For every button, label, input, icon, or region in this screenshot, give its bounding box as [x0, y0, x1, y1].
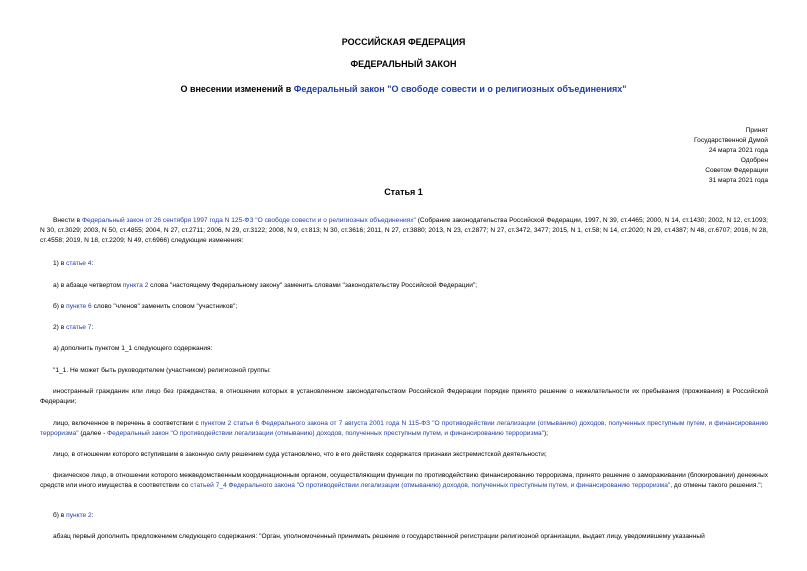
- text: :: [91, 260, 94, 267]
- text: 2) в: [53, 324, 67, 331]
- adopted-by: Государственной Думой: [694, 137, 768, 144]
- text: а) в абзаце четвертом: [53, 282, 123, 289]
- paragraph-foreign-citizen: иностранный гражданин или лицо без гражданства, в отношении которых в установленном законодательством Российской Федерации порядке принято решение о нежелательности их пребывания (проживания) в Российской Федерации;: [40, 388, 768, 406]
- paragraph-item-1a: [40, 281, 768, 291]
- adoption-block: [694, 126, 768, 186]
- federation-heading: РОССИЙСКАЯ ФЕДЕРАЦИЯ: [341, 37, 466, 47]
- paragraph-first-sentence: абзац первый дополнить предложением следующего содержания: "Орган, уполномоченный принимать решение о государственной регистрации религиозной организации, выдает лицу, уведомившему указанный: [53, 533, 705, 540]
- text: лицо, включенное в перечень в соответствии с: [53, 420, 201, 427]
- law-115-link[interactable]: пунктом 2 статьи 6 Федерального закона от 7 августа 2001 года N 115-ФЗ "О противодействии легализации (отмыванию) доходов, полученных преступным путем, и финансированию терроризма": [40, 420, 768, 438]
- article-7-4-link[interactable]: статьей 7_4 Федерального закона "О противодействии легализации (отмыванию) доходов, полученных преступным путем, и финансированию терроризма": [190, 482, 671, 490]
- text: :: [91, 512, 94, 519]
- article-7-link[interactable]: статье 7: [66, 324, 92, 331]
- text: );: [544, 430, 549, 438]
- text: слова "настоящему Федеральному закону" заменить словами "законодательству Российской Федерации";: [148, 282, 478, 289]
- text: :: [91, 324, 94, 331]
- approved-label: Одобрен: [740, 157, 768, 164]
- approved-by: Советом Федерации: [705, 167, 768, 174]
- text: 1) в: [53, 260, 67, 267]
- text: (далее -: [78, 430, 108, 438]
- law-115-short-link[interactable]: Федеральный закон "О противодействии легализации (отмыванию) доходов, полученных преступным путем, и финансированию терроризма": [107, 430, 545, 438]
- law-title: [0, 84, 807, 94]
- law-title-link[interactable]: Федеральный закон "О свободе совести и о религиозных объединениях": [293, 84, 627, 94]
- text: б) в: [53, 303, 67, 310]
- adopted-label: Принят: [745, 127, 768, 134]
- paragraph-item-1b: [40, 302, 768, 312]
- paragraph-extremist: лицо, в отношении которого вступившим в законную силу решением суда установлено, что в его действиях содержатся признаки экстремистской деятельности;: [53, 451, 547, 458]
- paragraph-item-2: [40, 323, 768, 333]
- law-link[interactable]: Федеральный закон от 26 сентября 1997 года N 125-ФЗ "О свободе совести и о религиозных объединениях": [81, 217, 416, 224]
- adopted-date: 24 марта 2021 года: [708, 147, 768, 154]
- text: б) в: [53, 512, 67, 519]
- approved-date: 31 марта 2021 года: [708, 177, 768, 184]
- text: физическое лицо, в отношении которого межведомственным координационным органом, осуществляющим функции по противодействию финансированию терроризма, принято решение о замораживании (блокировании) денежных средств или иного имущества в соответствии со: [40, 472, 768, 490]
- point-6-link[interactable]: пункте 6: [66, 303, 92, 310]
- paragraph-item-1: [40, 259, 768, 269]
- point-2b-link[interactable]: пункте 2: [66, 512, 92, 519]
- paragraph-frozen-assets: [40, 471, 768, 491]
- article-4-link[interactable]: статье 4: [66, 260, 92, 267]
- text: слово "членов" заменить словом "участников";: [91, 303, 238, 310]
- paragraph-item-2b: [40, 511, 768, 521]
- law-type-heading: ФЕДЕРАЛЬНЫЙ ЗАКОН: [350, 59, 457, 69]
- paragraph-quote-start: "1_1. Не может быть руководителем (участником) религиозной группы:: [53, 367, 271, 374]
- paragraph-item-2a: а) дополнить пунктом 1_1 следующего содержания:: [53, 345, 213, 352]
- law-title-prefix: О внесении изменений в: [180, 84, 294, 94]
- paragraph-intro: [40, 216, 768, 247]
- article-heading: Статья 1: [384, 187, 423, 197]
- text: , до отмены такого решения.";: [670, 482, 763, 490]
- point-2-link[interactable]: пункта 2: [122, 282, 149, 289]
- text: (Собрание законодательства Российской Федерации, 1997, N 39, ст.4465; 2000, N 14, ст.1430; 2002, N 12, ст.1093; N 30, ст.3029; 2003, N 50, ст.4855; 2004, N 27, ст.2711; 2006, N 29, ст.3122; 2008, N 9, ст.813; N 30, ст.3616; 2011, N 27, ст.3880; 2013, N 23, ст.2877; N 27, ст.3472, 3477; 2015, N 1, ст.58; N 14, ст.2020; N 29, ст.4387; N 48, ст.6707; 2016, N 28, ст.4558; 2019, N 18, ст.2209; N 49, ст.6966) следующие изменения:: [40, 217, 769, 245]
- paragraph-listed-person: [40, 419, 768, 439]
- text: Внести в: [53, 217, 82, 224]
